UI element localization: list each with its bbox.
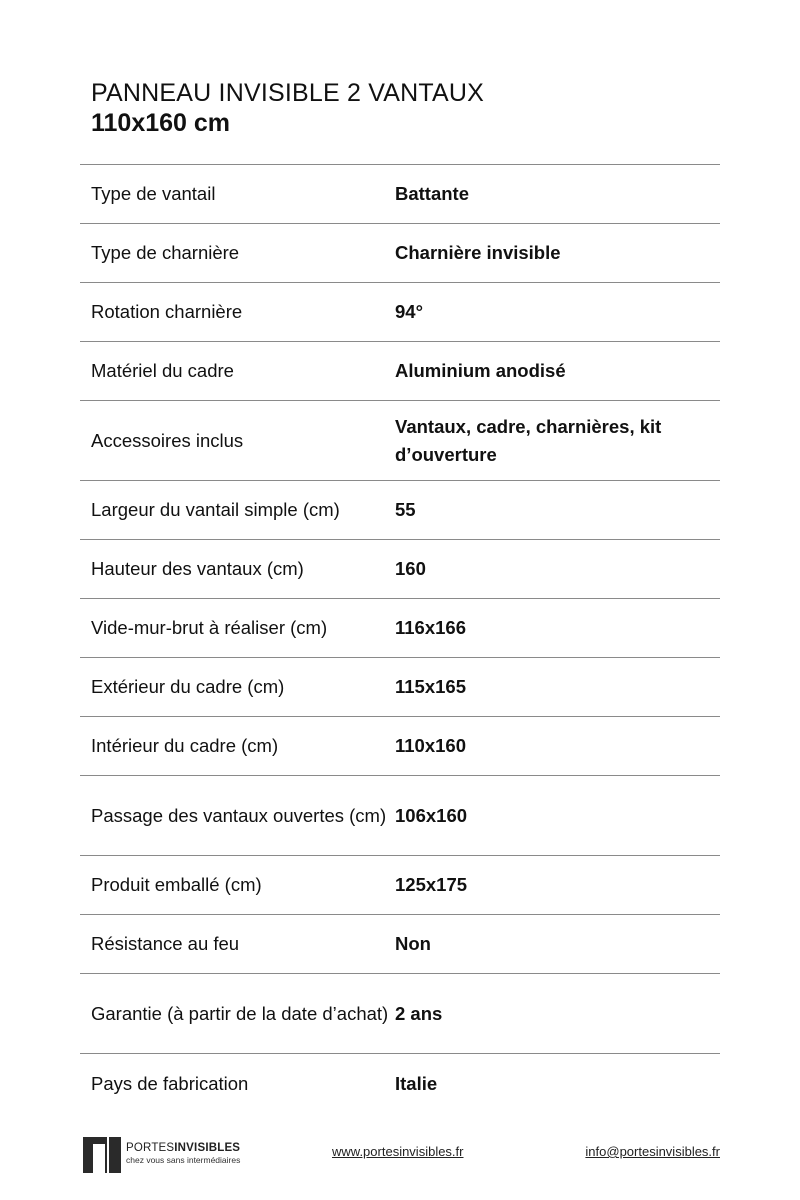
spec-value: Battante: [395, 183, 470, 204]
spec-row-materiel: [80, 342, 720, 401]
spec-label: Vide-mur-brut à réaliser (cm): [91, 617, 328, 638]
spec-value: 110x160: [395, 735, 467, 756]
spec-row-passage: [80, 776, 720, 856]
spec-label: Intérieur du cadre (cm): [91, 735, 279, 756]
spec-row-feu: [80, 915, 720, 974]
spec-label: Type de vantail: [91, 183, 216, 204]
spec-row-vide-mur: [80, 599, 720, 658]
spec-label: Résistance au feu: [91, 933, 240, 954]
page-subtitle: 110x160 cm: [91, 109, 231, 137]
spec-value: 55: [395, 499, 416, 520]
spec-row-hauteur: [80, 540, 720, 599]
spec-value: Aluminium anodisé: [395, 360, 566, 381]
spec-label: Garantie (à partir de la date d’achat): [91, 1002, 389, 1024]
spec-label: Accessoires inclus: [91, 429, 244, 451]
spec-label: Passage des vantaux ouvertes (cm): [91, 804, 387, 826]
spec-value: Italie: [395, 1072, 438, 1094]
spec-row-accessoires: [80, 401, 720, 481]
spec-row-type-vantail: [80, 165, 720, 224]
spec-value: 2 ans: [395, 1002, 443, 1024]
spec-row-type-charniere: [80, 224, 720, 283]
page-title: PANNEAU INVISIBLE 2 VANTAUX: [91, 79, 485, 107]
spec-value: 125x175: [395, 874, 468, 895]
spec-row-interieur: [80, 717, 720, 776]
spec-value: 106x160: [395, 804, 468, 826]
spec-value: Charnière invisible: [395, 242, 561, 263]
spec-label: Largeur du vantail simple (cm): [91, 499, 340, 520]
spec-value: 115x165: [395, 676, 467, 697]
spec-label: Pays de fabrication: [91, 1072, 249, 1094]
logo-name-part2: INVISIBLES: [174, 1142, 241, 1154]
logo-name: [126, 1142, 240, 1155]
email-link[interactable]: info@portesinvisibles.fr: [585, 1144, 720, 1159]
spec-value: 94°: [395, 301, 423, 322]
door-logo-icon: [83, 1135, 121, 1173]
website-link[interactable]: www.portesinvisibles.fr: [332, 1144, 464, 1159]
spec-table: [80, 164, 720, 1113]
spec-label: Produit emballé (cm): [91, 874, 262, 895]
spec-row-largeur: [80, 481, 720, 540]
spec-value: Vantaux, cadre, charnières, kit d’ouverture: [395, 415, 662, 465]
logo-name-part1: PORTES: [126, 1142, 175, 1154]
logo-tagline: chez vous sans intermédiaires: [126, 1155, 241, 1165]
spec-label: Hauteur des vantaux (cm): [91, 558, 304, 579]
spec-row-rotation: [80, 283, 720, 342]
spec-value: 116x166: [395, 617, 467, 638]
spec-label: Extérieur du cadre (cm): [91, 676, 285, 697]
spec-value: Non: [395, 933, 431, 954]
page-footer: [0, 1132, 800, 1182]
spec-label: Rotation charnière: [91, 301, 243, 322]
spec-row-pays: [80, 1054, 720, 1113]
spec-row-emballe: [80, 856, 720, 915]
brand-logo: [83, 1135, 240, 1173]
spec-row-garantie: [80, 974, 720, 1054]
page-header: [91, 78, 484, 138]
spec-row-exterieur: [80, 658, 720, 717]
spec-label: Type de charnière: [91, 242, 240, 263]
spec-value: 160: [395, 558, 426, 579]
spec-label: Matériel du cadre: [91, 360, 234, 381]
